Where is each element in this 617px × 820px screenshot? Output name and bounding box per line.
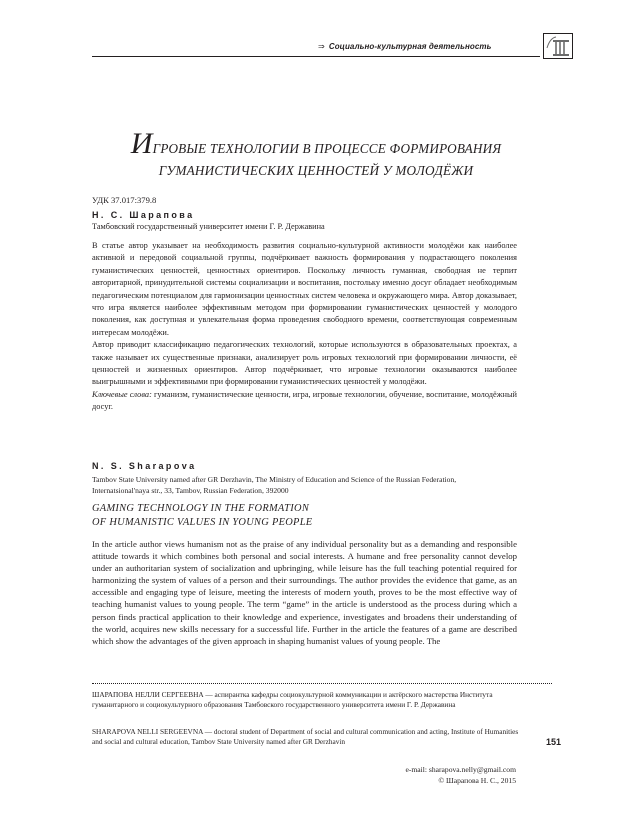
author-affiliation-ru: Тамбовский государственный университет имени Г. Р. Державина (92, 222, 325, 231)
author-email: e-mail: sharapova.nelly@gmail.com (405, 765, 516, 774)
arrow-icon: ⇒ (318, 42, 325, 51)
header-rule (92, 56, 540, 57)
footnote-separator (92, 683, 552, 684)
author-footnote-ru: ШАРАПОВА НЕЛЛИ СЕРГЕЕВНА — аспирантка кафедры социокультурной коммуникации и актёрского мастерства Института гуманитарного и социокультурного образования Тамбовского государственного университета имени Г. Р. Державина (92, 690, 493, 709)
abstract-ru-paragraph-2: Автор приводит классификацию педагогических технологий, которые используются в образовательных проектах, а также называет их существенные признаки, анализирует роль игровых технологий при формировании личности, её ценностей и жизненных ориентиров. Автор подчёркивает, что игровые технологии оказываются наиболее выигрышными и эффективными при формировании гуманистических ценностей у молодёжи. (92, 340, 517, 387)
author-name-ru: Н. С. Шарапова (92, 210, 195, 220)
title-line-1: ГРОВЫЕ ТЕХНОЛОГИИ В ПРОЦЕССЕ ФОРМИРОВАНИЯ (152, 141, 502, 156)
section-title: Социально-культурная деятельность (328, 42, 492, 51)
udk-code: УДК 37.017:379.8 (92, 195, 157, 205)
keywords-text: гуманизм, гуманистические ценности, игра, игровые технологии, обучение, воспитание, молодёжный досуг. (92, 389, 518, 412)
title-en-line-2: OF HUMANISTIC VALUES IN YOUNG PEOPLE (92, 516, 313, 528)
copyright: © Шарапова Н. С., 2015 (438, 776, 516, 785)
journal-logo-icon (543, 33, 573, 59)
author-affiliation-en: Tambov State University named after GR Derzhavin, The Ministry of Education and Science of the Russian Federation, Internatsional'naya str., 33, Tambov, Russian Federation, 392000 (92, 475, 457, 495)
title-line-2: ГУМАНИСТИЧЕСКИХ ЦЕННОСТЕЙ У МОЛОДЁЖИ (158, 163, 474, 178)
keywords-label: Ключевые слова: (92, 389, 152, 399)
author-name-en: N. S. Sharapova (92, 461, 197, 471)
article-title-en (92, 502, 522, 529)
title-dropcap: И (130, 127, 153, 160)
title-en-line-1: GAMING TECHNOLOGY IN THE FORMATION (92, 503, 310, 514)
abstract-ru (92, 240, 517, 414)
abstract-ru-paragraph-1: В статье автор указывает на необходимость развития социально-культурной активности молодёжи как наиболее активной и передовой социальной группы, подчёркивает важность формирования у подрастающего поколения гуманистических ценностей, ценностных ориентиров. Поскольку личность гуманная, свободная не терпит авторитарной, принудительной системы социализации и воспитания, постольку именно досуг обладает необходимым педагогическим потенциалом для гармонизации ценностных систем человека и окружающего мира. Автор доказывает, что игра является наиболее эффективным методом при формировании гуманистических ценностей у молодого поколения, как доступная и увлекательная форма проведения свободного времени, соответствующая современным интересам молодёжи. (92, 241, 517, 337)
running-header (318, 42, 492, 51)
author-footnote-en: SHARAPOVA NELLI SERGEEVNA — doctoral student of Department of social and cultural communication and acting, Institute of Humanities and social and cultural education, Tambov State University named after GR Derzhavin (92, 727, 519, 746)
keywords-ru (92, 389, 517, 414)
page-number: 151 (546, 737, 562, 747)
abstract-en: In the article author views humanism not as the praise of any individual personality but as a demanding and responsible attitude towards it which combines both personal and social interests. A humane and free personality cannot develop under an authoritarian system of socialization and upbringing, while leisure has the full teaching potential required for harmonizing the system of values of a person and their surroundings. The author provides the evidence that game, as an accessible and engaging type of leisure, meeting the interests of modern youth, proves to be the most effective way of teaching humanist values to young people. The term “game” in the article is understood as the process during which a person finds practical application to their knowledge and experience, investigates and broadens their understanding of the world, acquires new skills necessary for a successful life. Further in the article the features of a game are described which show the advantages of the given approach in shaping humanist values of young people. The (92, 539, 517, 646)
article-title (92, 127, 540, 182)
